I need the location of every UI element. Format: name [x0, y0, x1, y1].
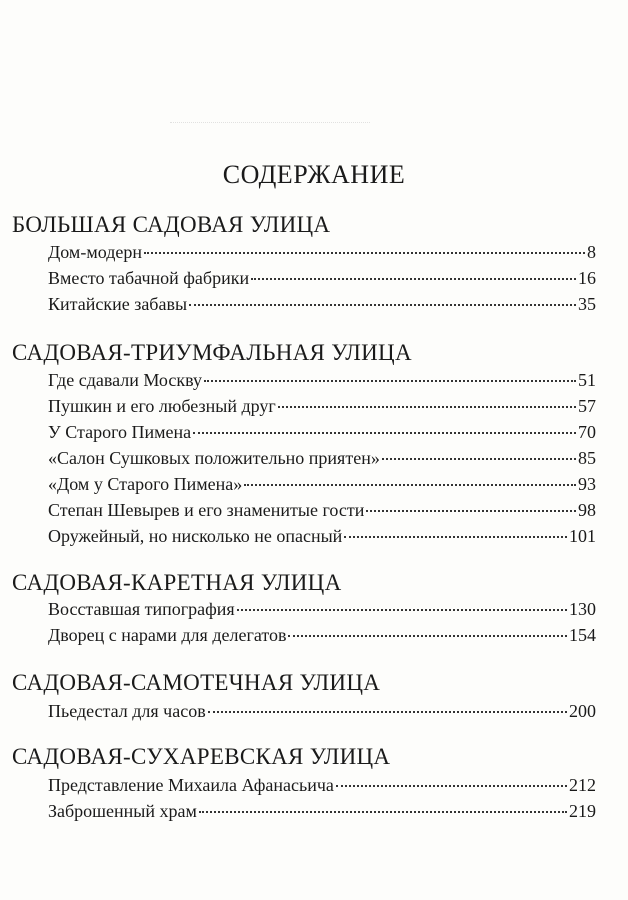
entry-page: 51	[578, 370, 596, 390]
entry-title: «Дом у Старого Пимена»	[48, 474, 243, 494]
entry-page: 57	[578, 396, 596, 416]
entry-title: Восставшая типография	[48, 599, 235, 619]
entry-page: 85	[578, 448, 596, 468]
entry-title: Дом-модерн	[48, 242, 142, 262]
dot-leader	[204, 380, 576, 382]
dot-leader	[144, 252, 585, 254]
entry-page: 212	[569, 775, 596, 795]
entry-title: Дворец с нарами для делегатов	[48, 625, 287, 645]
entry-page: 16	[578, 268, 596, 288]
dot-leader	[208, 711, 567, 713]
section-title: САДОВАЯ-ТРИУМФАЛЬНАЯ УЛИЦА	[12, 340, 412, 365]
section-title: БОЛЬШАЯ САДОВАЯ УЛИЦА	[12, 212, 331, 237]
entry-title: Представление Михаила Афанасьича	[48, 775, 334, 795]
toc-entry	[48, 268, 596, 294]
entry-page: 219	[569, 801, 596, 821]
toc-entry	[48, 701, 596, 727]
toc-entry	[48, 599, 596, 625]
entry-page: 93	[578, 474, 596, 494]
dot-leader	[366, 510, 576, 512]
entry-title: Китайские забавы	[48, 294, 188, 314]
entry-title: Заброшенный храм	[48, 801, 197, 821]
dot-leader	[344, 536, 567, 538]
toc-entry	[48, 775, 596, 801]
entry-page: 154	[569, 625, 596, 645]
toc-entry	[48, 474, 596, 500]
entry-title: Где сдавали Москву	[48, 370, 202, 390]
entry-page: 130	[569, 599, 596, 619]
entry-page: 35	[578, 294, 596, 314]
entry-title: Пушкин и его любезный друг	[48, 396, 276, 416]
dot-leader	[382, 458, 576, 460]
section-title: САДОВАЯ-САМОТЕЧНАЯ УЛИЦА	[12, 670, 381, 695]
toc-entry	[48, 625, 596, 651]
entry-title: Пьедестал для часов	[48, 701, 206, 721]
toc-entry	[48, 500, 596, 526]
entry-page: 101	[569, 526, 596, 546]
entry-title: Вместо табачной фабрики	[48, 268, 250, 288]
entry-page: 200	[569, 701, 596, 721]
dot-leader	[189, 304, 576, 306]
section-title: САДОВАЯ-СУХАРЕВСКАЯ УЛИЦА	[12, 744, 391, 769]
toc-entry	[48, 396, 596, 422]
toc-entry	[48, 448, 596, 474]
dot-leader	[193, 432, 576, 434]
dot-leader	[237, 609, 567, 611]
bleed-through-line	[170, 112, 370, 123]
dot-leader	[336, 785, 567, 787]
dot-leader	[199, 811, 567, 813]
section-title: САДОВАЯ-КАРЕТНАЯ УЛИЦА	[12, 570, 342, 595]
toc-entry	[48, 526, 596, 552]
entry-page: 70	[578, 422, 596, 442]
toc-entry	[48, 801, 596, 827]
entry-title: Оружейный, но нисколько не опасный	[48, 526, 343, 546]
entry-title: Степан Шевырев и его знаменитые гости	[48, 500, 365, 520]
toc-entry	[48, 370, 596, 396]
page-title: СОДЕРЖАНИЕ	[222, 160, 406, 189]
dot-leader	[288, 635, 567, 637]
toc-entry	[48, 422, 596, 448]
dot-leader	[278, 406, 576, 408]
dot-leader	[244, 484, 576, 486]
entry-page: 8	[587, 242, 596, 262]
dot-leader	[251, 278, 576, 280]
toc-entry	[48, 294, 596, 320]
entry-title: У Старого Пимена	[48, 422, 192, 442]
entry-title: «Салон Сушковых положительно приятен»	[48, 448, 380, 468]
toc-entry	[48, 242, 596, 268]
entry-page: 98	[578, 500, 596, 520]
